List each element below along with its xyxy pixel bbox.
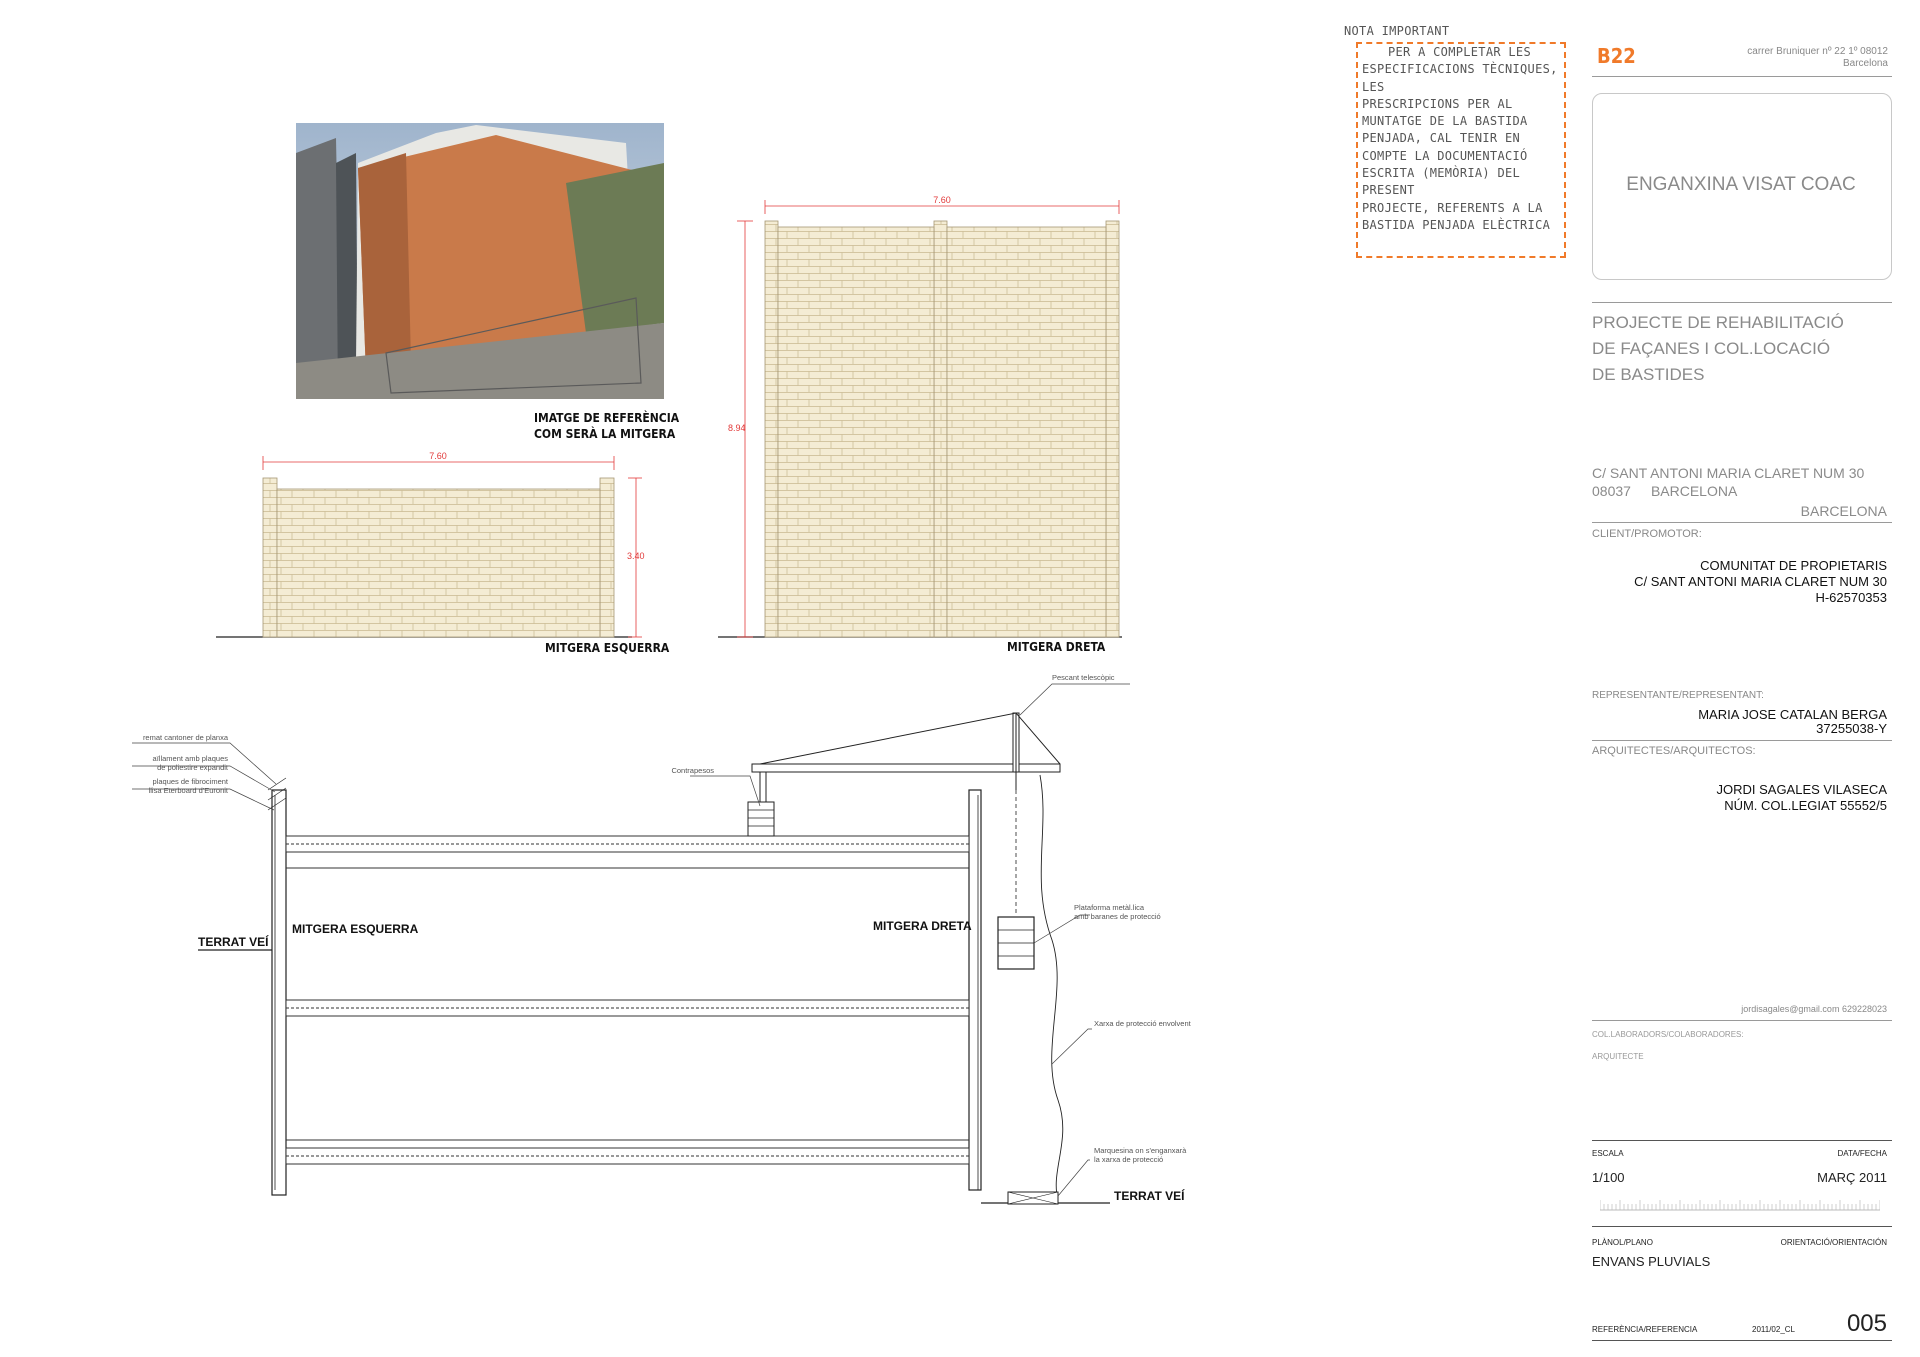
label-remat: remat cantoner de planxa [142, 733, 228, 742]
label-plataforma-2: amb baranes de protecció [1074, 912, 1161, 921]
reference-value: 2011/02_CL [1752, 1325, 1795, 1334]
office-address-line-1: carrer Bruniquer nº 22 1º 08012 [1747, 46, 1888, 57]
note-title: NOTA IMPORTANT [1344, 24, 1450, 38]
note-line: PENJADA, CAL TENIR EN [1362, 131, 1521, 146]
mitgera-esquerra-elevation [263, 456, 642, 637]
site-municipality: BARCELONA [1800, 503, 1887, 519]
b22-logo: B22 [1597, 44, 1636, 68]
site-address-line-1: C/ SANT ANTONI MARIA CLARET NUM 30 [1592, 465, 1865, 481]
note-line: PRESCRIPCIONS PER AL [1362, 96, 1513, 111]
representant-block [1592, 708, 1887, 736]
scale-bar [1600, 1196, 1880, 1214]
project-title-line-1: PROJECTE DE REHABILITACIÓ [1592, 313, 1844, 332]
label-mitgera-esquerra: MITGERA ESQUERRA [292, 922, 419, 936]
scale-value: 1/100 [1592, 1170, 1625, 1185]
label-fibro-2: llisa Eterboard d'Euronit [148, 786, 228, 795]
protection-net [1040, 775, 1063, 1200]
photo-caption-line-2: COM SERÀ LA MITGERA [534, 427, 676, 441]
label-mitgera-dreta: MITGERA DRETA [873, 919, 972, 933]
collaborators-value: ARQUITECTE [1592, 1052, 1644, 1061]
client-line-1: COMUNITAT DE PROPIETARIS [1700, 558, 1887, 573]
right-wall [969, 790, 981, 1190]
label-aillament-1: aïllament amb plaques [152, 754, 228, 763]
representant-label: REPRESENTANTE/REPRESENTANT: [1592, 690, 1764, 701]
photo-caption-line-1: IMATGE DE REFERÈNCIA [534, 411, 680, 425]
client-line-2: C/ SANT ANTONI MARIA CLARET NUM 30 [1634, 574, 1887, 589]
contact-email: jordisagales@gmail.com 629228023 [1741, 1004, 1887, 1014]
dim-right-height: 8.94 [728, 423, 746, 433]
collaborators-label: COL.LABORADORS/COLABORADORES: [1592, 1030, 1744, 1039]
left-wall [272, 790, 286, 1195]
note-line: PER A COMPLETAR LES [1388, 45, 1531, 59]
representant-line-2: 37255038-Y [1816, 721, 1887, 736]
date-value: MARÇ 2011 [1817, 1170, 1887, 1185]
client-line-3: H-62570353 [1815, 590, 1887, 605]
note-line: ESCRITA (MEMÒRIA) DEL PRESENT [1362, 166, 1521, 198]
reference-label: REFERÈNCIA/REFERENCIA [1592, 1325, 1698, 1334]
architects-line-2: NÚM. COL.LEGIAT 55552/5 [1724, 798, 1887, 813]
label-marquesina-2: la xarxa de protecció [1094, 1155, 1164, 1164]
label-terrat-vei-right: TERRAT VEÍ [1114, 1189, 1185, 1203]
mitgera-dreta-elevation [737, 200, 1119, 637]
note-line: PROJECTE, REFERENTS A LA [1362, 200, 1543, 215]
label-marquesina-1: Marquesina on s'enganxarà [1094, 1146, 1187, 1155]
note-line: ESPECIFICACIONS TÈCNIQUES, LES [1362, 62, 1558, 94]
office-address [1700, 46, 1888, 70]
note-text [1362, 44, 1562, 234]
label-pescant: Pescant telescòpic [1052, 673, 1115, 682]
project-title [1592, 310, 1844, 388]
office-address-line-2: Barcelona [1842, 58, 1888, 69]
visat-stamp-text: ENGANXINA VISAT COAC [1626, 174, 1856, 195]
date-label: DATA/FECHA [1837, 1149, 1887, 1158]
note-line: COMPTE LA DOCUMENTACIÓ [1362, 148, 1528, 163]
project-title-line-2: DE FAÇANES I COL.LOCACIÓ [1592, 339, 1831, 358]
elevations [0, 0, 1150, 670]
dim-left-height: 3.40 [627, 551, 645, 561]
scale-label: ESCALA [1592, 1149, 1624, 1158]
architects-block [1592, 782, 1887, 814]
site-city: BARCELONA [1650, 483, 1738, 499]
sheet-number: 005 [1846, 1310, 1887, 1337]
label-contrapesos: Contrapesos [671, 766, 714, 775]
architects-label: ARQUITECTES/ARQUITECTOS: [1592, 745, 1756, 757]
title-mitgera-esquerra: MITGERA ESQUERRA [545, 641, 670, 655]
label-xarxa: Xarxa de protecció envolvent [1094, 1019, 1191, 1028]
counterweight [748, 802, 774, 836]
dim-right-width: 7.60 [933, 195, 951, 205]
orientation-label: ORIENTACIÓ/ORIENTACIÓN [1780, 1238, 1887, 1247]
label-fibro-1: plaques de fibrociment [152, 777, 228, 786]
floor-slabs [286, 836, 969, 1164]
architects-line-1: JORDI SAGALES VILASECA [1716, 782, 1887, 797]
client-block [1592, 558, 1887, 606]
label-plataforma-1: Plataforma metàl.lica [1074, 903, 1145, 912]
label-terrat-vei-left: TERRAT VEÍ [198, 935, 269, 949]
title-mitgera-dreta: MITGERA DRETA [1007, 640, 1106, 654]
note-line: BASTIDA PENJADA ELÈCTRICA [1362, 217, 1551, 232]
label-aillament-2: de poliestire expandit [157, 763, 228, 772]
note-line: MUNTATGE DE LA BASTIDA [1362, 114, 1528, 129]
dim-left-width: 7.60 [429, 451, 447, 461]
site-zip: 08037 [1592, 483, 1631, 499]
client-label: CLIENT/PROMOTOR: [1592, 528, 1702, 540]
section-drawing [0, 660, 1230, 1220]
project-title-line-3: DE BASTIDES [1592, 365, 1705, 384]
plano-label: PLÀNOL/PLANO [1592, 1238, 1653, 1247]
representant-line-1: MARIA JOSE CATALAN BERGA [1698, 707, 1887, 722]
plano-value: ENVANS PLUVIALS [1592, 1254, 1711, 1269]
site-address [1592, 464, 1864, 500]
